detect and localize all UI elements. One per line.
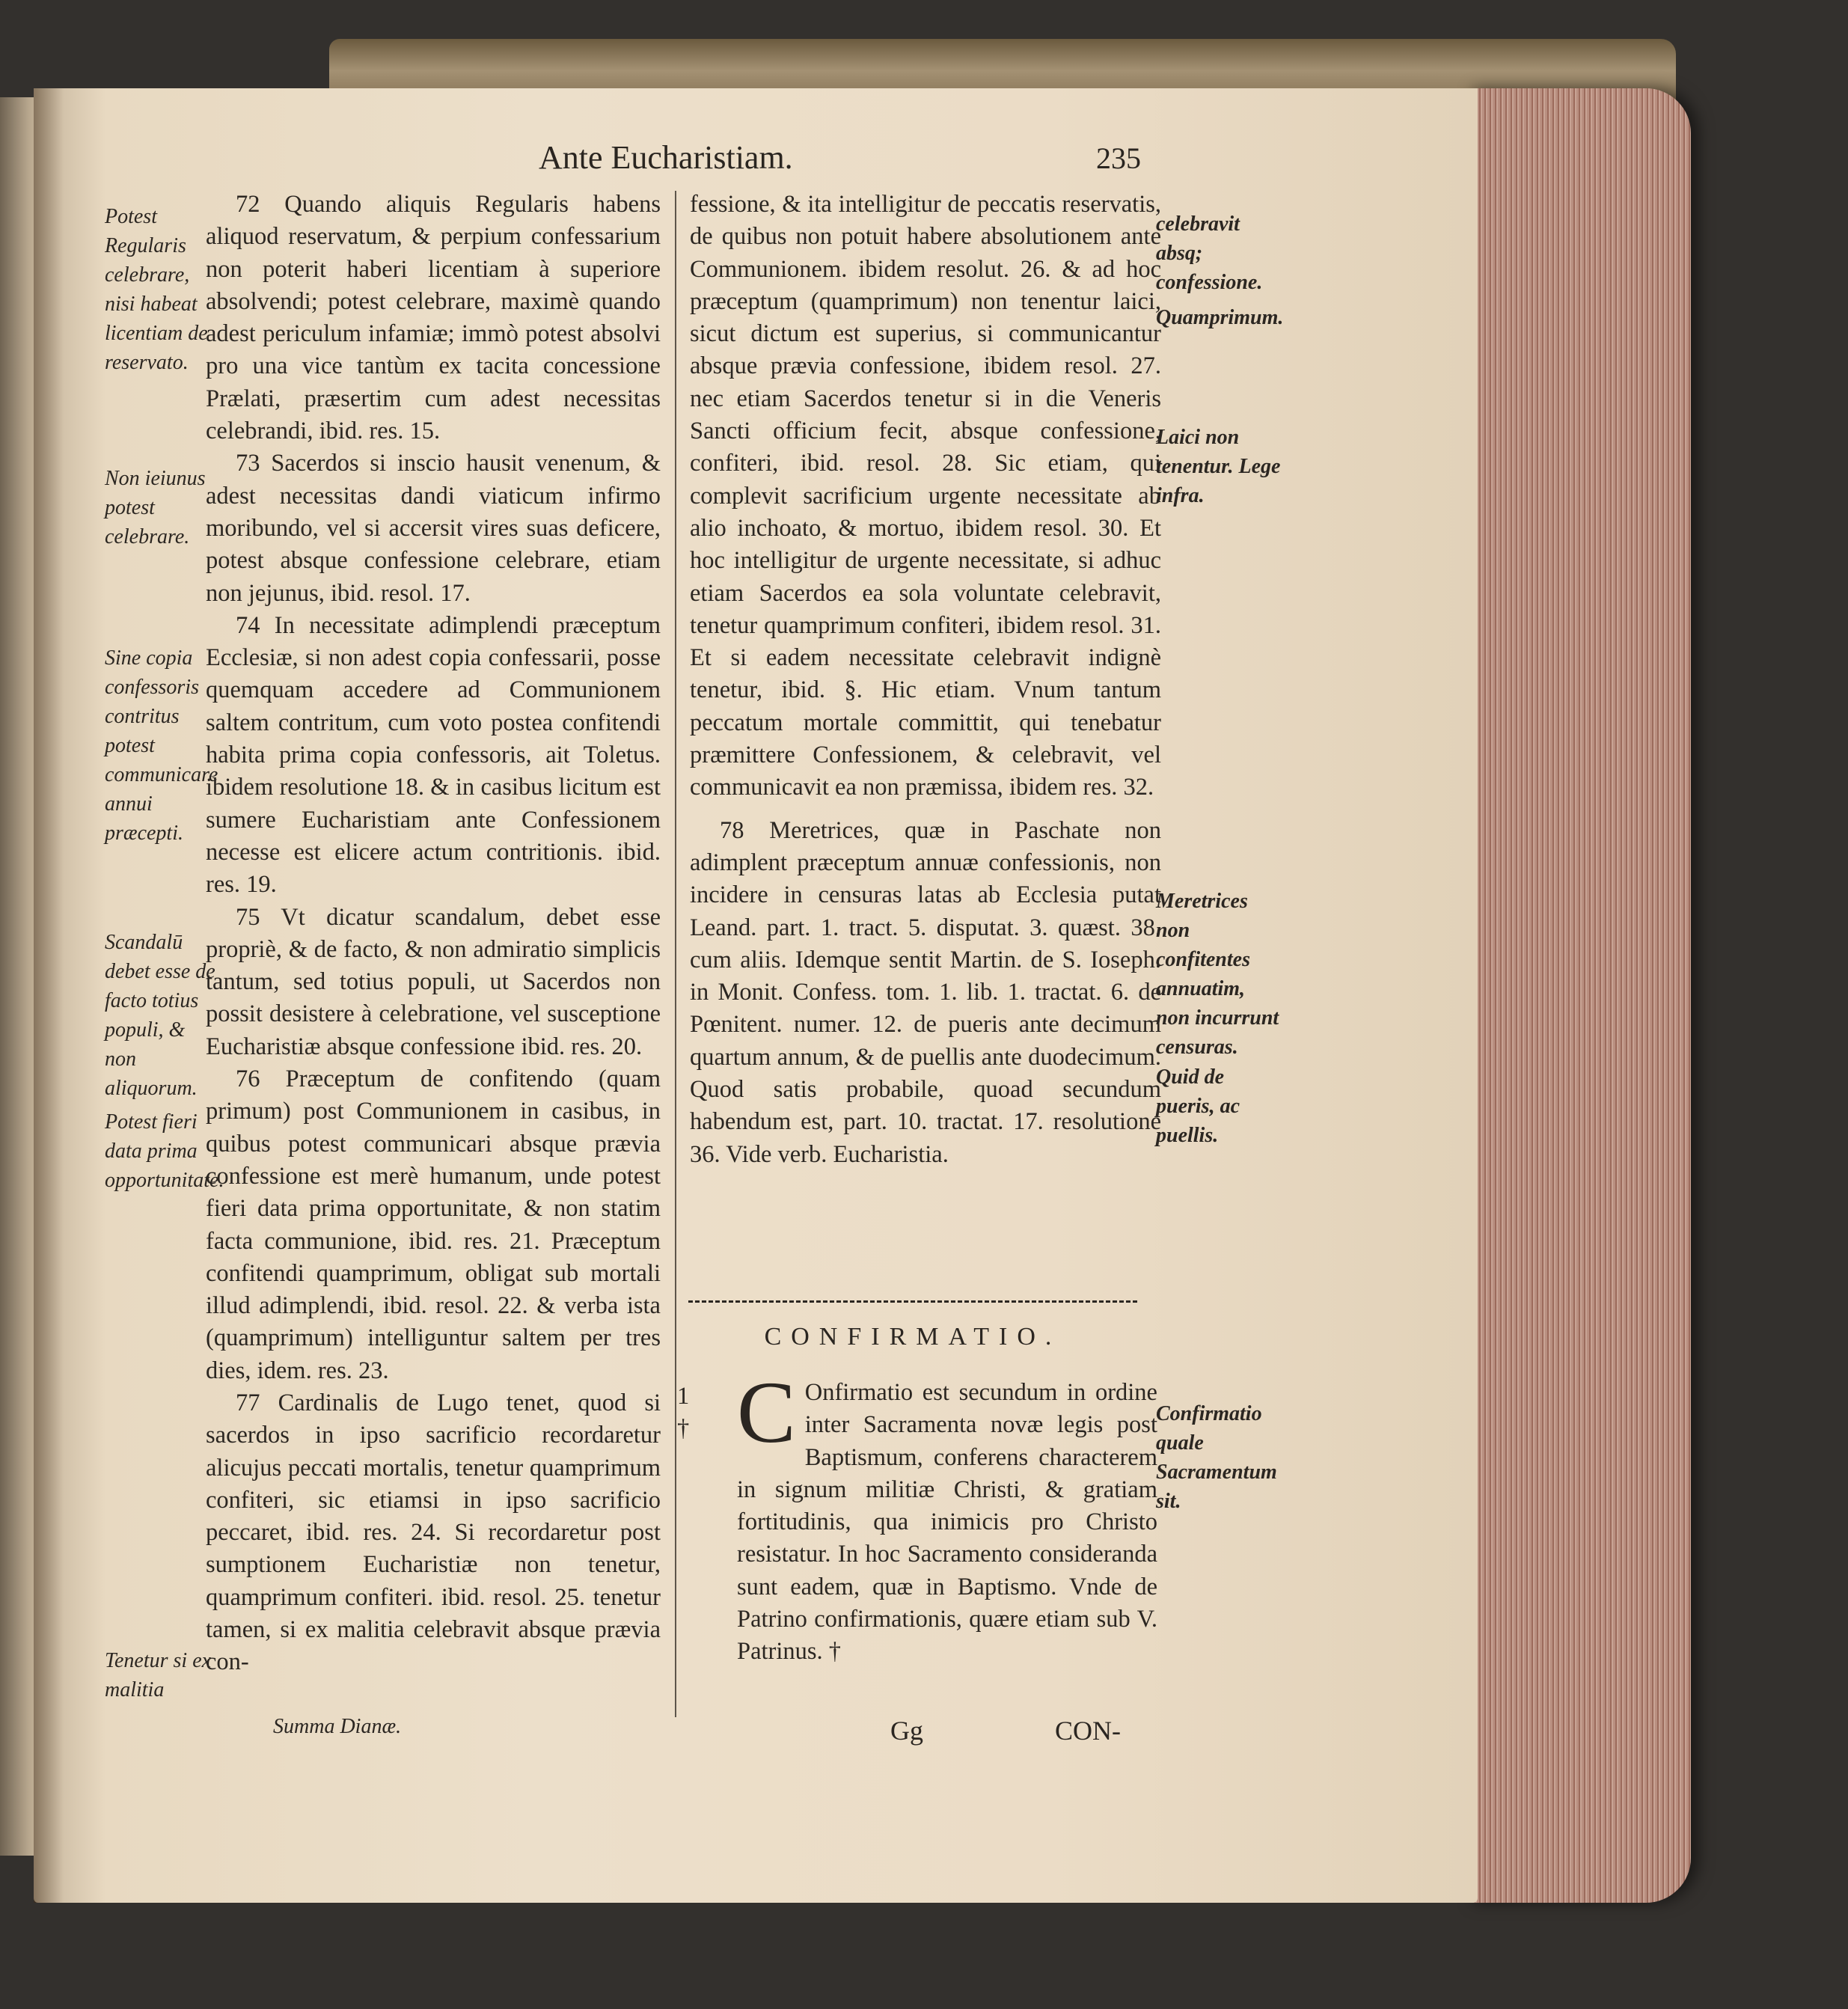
margin-note: Sine copia confessoris contritus potest communicare annui præcepti. <box>105 646 218 845</box>
book-fore-edge <box>1466 88 1691 1903</box>
paragraph: 74 In necessitate adimplendi præceptum Ecclesiæ, si non adest copia confessarii, posse quemquam accedere ad Communionem saltem contritum, cum voto postea confitendi habita prima copia confessoris, ait Toletus. ibidem resolutione 18. & in casibus licitum est sumere Eucharistiam ante Confessionem necesse est elicere actum contritionis. ibid. res. 19. <box>206 611 661 899</box>
spine-shadow <box>34 88 64 1903</box>
margin-note: Quid de pueris, ac puellis. <box>1156 1065 1240 1147</box>
paragraph: fessione, & ita intelligitur de peccatis reservatis, de quibus non potuit habere absolutionem ante Communionem. ibidem resolut. 26. & ad hoc præceptum (quamprimum) non tenentur laici, sicut dictum est superius, si communicantur absque prævia confessione, ibidem resol. 27. nec etiam Sacerdos tenetur si in die Veneris Sancti officium fecit, absque confessione, confiteri, ibid. resol. 28. Sic etiam, qui complevit sacrificium urgente necessitate ab alio inchoato, & mortuo, ibidem resol. 30. Et hoc intelligitur de urgente necessitate, si adhuc etiam Sacerdos ea sola voluntate celebravit, tenetur quamprimum confiteri, ibidem resol. 31. Et si eadem necessitate celebravit indignè tenetur, ibid. §. Hic etiam. Vnum tantum peccatum mortale committit, qui tenebatur præmittere Confessionem, & celebravit, vel communicavit ea non præmissa, ibidem res. 32. <box>690 191 1161 801</box>
catchword-left: Summa Dianæ. <box>273 1715 402 1738</box>
catchword-right: CON- <box>1055 1716 1121 1746</box>
paragraph: 76 Præceptum de confitendo (quam primum) post Communionem in casibus, in quibus potest communicari absque prævia confessione est merè humanum, unde potest fieri data prima opportunitate, & non statim facta communione, ibid. res. 21. Præceptum confitendi quamprimum, obligat sub mortali illud adimplendi, ibid. resol. 22. & verba ista (quamprimum) intelliguntur saltem per tres dies, idem. res. 23. <box>206 1065 661 1384</box>
paragraph: 75 Vt dicatur scandalum, debet esse propriè, & de facto, & non admiratio simplicis tantum, sed totius populi, ut Sacerdos non possit desistere à celebratione, vel susceptione Eucharistiæ absque confessione ibid. res. 20. <box>206 903 661 1060</box>
paragraph-text: Onfirmatio est secundum in ordine inter Sacramenta novæ legis post Baptismum, conferens characterem in signum militiæ Christi, & gratiam fortitudinis, qua inimicis pro Christo resistatur. In hoc Sacramento consideranda sunt eadem, quæ in Baptismo. Vnde de Patrino confirmationis, quære etiam sub V. Patrinus. † <box>737 1379 1157 1666</box>
section-heading: CONFIRMATIO. <box>764 1323 1062 1351</box>
confirmatio-paragraph <box>737 1363 1157 1669</box>
paragraph: 72 Quando aliquis Regularis habens aliquod reservatum, & perpium confessarium non poterit haberi licentiam à superiore absolvendi; potest celebrare, maximè quando adest periculum infamiæ; immò potest absolvi pro una vice tantùm ex tacita concessione Prælati, præsertim cum adest necessitas celebrandi, ibid. res. 15. <box>206 191 661 445</box>
margin-note: Scandalū debet esse de facto totius populi, & non aliquorum. <box>105 931 215 1100</box>
margin-note: Laici non tenentur. Lege infra. <box>1156 426 1281 507</box>
column-rule <box>675 191 676 1717</box>
margin-note: Quamprimum. <box>1156 306 1284 329</box>
signature-mark: Gg <box>890 1716 923 1746</box>
left-column <box>206 189 661 1679</box>
margin-note: Tenetur si ex malitia <box>105 1649 212 1701</box>
margin-note: Potest Regularis celebrare, nisi habeat licentiam de reservato. <box>105 205 208 374</box>
margin-note: Confirmatio quale Sacramentum sit. <box>1156 1402 1277 1513</box>
margin-note: celebravit absq; confessione. <box>1156 212 1263 294</box>
margin-note: Non ieiunus potest celebrare. <box>105 467 206 548</box>
drop-capital: C <box>737 1363 796 1461</box>
running-head: Ante Eucharistiam. <box>539 139 793 176</box>
right-column <box>690 189 1161 1171</box>
section-rule <box>688 1300 1137 1306</box>
paragraph-number: 1 † <box>677 1383 690 1443</box>
margin-note: Potest fieri data prima opportunitate. <box>105 1110 224 1192</box>
page-number: 235 <box>1096 141 1141 175</box>
paragraph: 73 Sacerdos si inscio hausit venenum, & adest necessitas dandi viaticum infirmo moribundo, vel si accersit vires suas deficere, potest absque confessione celebrare, etiam non jejunus, ibid. resol. 17. <box>206 450 661 607</box>
margin-note: Meretrices non confitentes annuatim, non incurrunt censuras. <box>1156 890 1279 1059</box>
paragraph: 78 Meretrices, quæ in Paschate non adimplent præceptum annuæ confessionis, non incidere in censuras latas ab Ecclesia putat Leand. part. 1. tract. 5. disputat. 3. quæst. 38. cum aliis. Idemque sentit Martin. de S. Ioseph. in Monit. Confess. tom. 1. lib. 1. tractat. 6. de Pœnitent. numer. 12. de pueris ante decimum quartum annum, & de puellis ante duodecimum. Quod satis probabile, quoad secundum habendum est, part. 10. tractat. 17. resolutione 36. Vide verb. Eucharistia. <box>690 816 1161 1168</box>
paragraph: 77 Cardinalis de Lugo tenet, quod si sacerdos in ipso sacrificio recordaretur alicujus peccati mortalis, tenetur quamprimum confiteri, sic etiamsi in ipso sacrificio peccaret, ibid. res. 24. Si recordaretur post sumptionem Eucharistiæ non tenetur, quamprimum confiteri. ibid. resol. 25. tenetur tamen, si ex malitia celebravit absque prævia con- <box>206 1389 661 1676</box>
